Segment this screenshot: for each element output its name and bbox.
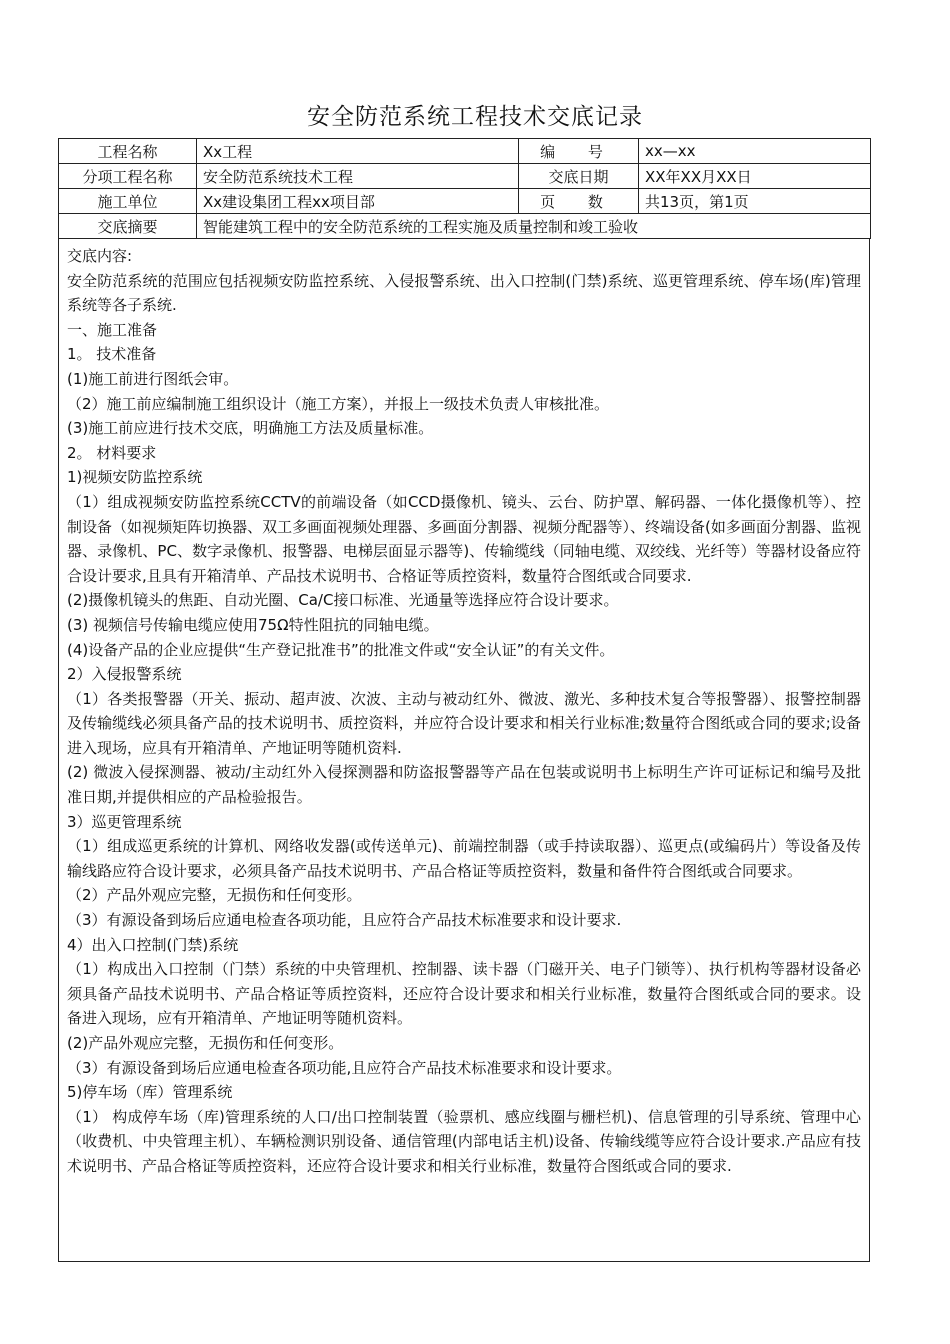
date-value: XX年XX月XX日 (639, 164, 871, 189)
content-paragraph: （1）构成出入口控制（门禁）系统的中央管理机、控制器、读卡器（门磁开关、电子门锁等）、执行机构等器材设备必须具备产品技术说明书、产品合格证等质控资料，还应符合设计要求和相关行业标准，数量符合图纸或合同的要求。设备进入现场，应有开箱清单、产地证明等随机资料。 (67, 960, 861, 1028)
number-value: xx—xx (639, 139, 871, 164)
summary-label: 交底摘要 (59, 214, 197, 239)
content-paragraph: （1）组成视频安防监控系统CCTV的前端设备（如CCD摄像机、镜头、云台、防护罩、解码器、一体化摄像机等）、控制设备（如视频矩阵切换器、双工多画面视频处理器、多画面分割器、视频分配器等）、终端设备(如多画面分割器、监视器、录像机、PC、数字录像机、报警器、电梯层面显示器等)、传输缆线（同轴电缆、双绞线、光纤等）等器材设备应符合设计要求,且具有开箱清单、产品技术说明书、合格证等质控资料，数量符合图纸或合同要求. (67, 492, 861, 585)
number-label: 编 号 (519, 139, 639, 164)
content-paragraph: (4)设备产品的企业应提供“生产登记批准书”的批准文件或“安全认证”的有关文件。 (67, 640, 615, 659)
subsection-heading: 5)停车场（库）管理系统 (67, 1083, 233, 1102)
content-paragraph: (2)产品外观应完整，无损伤和任何变形。 (67, 1034, 344, 1052)
subsection-heading: 4）出入口控制(门禁)系统 (67, 935, 239, 954)
header-row-project (59, 139, 871, 164)
sub-project-value: 安全防范系统技术工程 (197, 164, 519, 189)
sub-project-label: 分项工程名称 (59, 164, 197, 189)
content-paragraph: （2）施工前应编制施工组织设计（施工方案），并报上一级技术负责人审核批准。 (67, 394, 610, 413)
summary-value: 智能建筑工程中的安全防范系统的工程实施及质量控制和竣工验收 (197, 214, 871, 239)
pages-value: 共13页，第1页 (639, 189, 871, 214)
content-paragraph: （1）组成巡更系统的计算机、网络收发器(或传送单元)、前端控制器（或手持读取器）、巡更点(或编码片）等设备及传输线路应符合设计要求，必须具备产品技术说明书、产品合格证等质控资料，数量和备件符合图纸或合同要求。 (67, 837, 861, 880)
content-paragraph: （3）有源设备到场后应通电检查各项功能,且应符合产品技术标准要求和设计要求。 (67, 1058, 622, 1077)
content-body (58, 238, 870, 1262)
subsection-heading: 2）入侵报警系统 (67, 665, 182, 684)
content-paragraph: （1） 构成停车场（库)管理系统的人口/出口控制装置（验票机、感应线圈与栅栏机)、信息管理的引导系统、管理中心（收费机、中央管理主机）、车辆检测识别设备、通信管理(内部电话主机)设备、传输线缆等应符合设计要求.产品应有技术说明书、产品合格证等质控资料，还应符合设计要求和相关行业标准，数量符合图纸或合同的要求. (67, 1107, 861, 1175)
project-name-label: 工程名称 (59, 139, 197, 164)
content-paragraph: 安全防范系统的范围应包括视频安防监控系统、入侵报警系统、出入口控制(门禁)系统、巡更管理系统、停车场(库)管理系统等各子系统. (67, 271, 861, 315)
content-paragraph: (3) 视频信号传输电缆应使用75Ω特性阻抗的同轴电缆。 (67, 615, 439, 634)
content-paragraph: (2) 微波入侵探测器、被动/主动红外入侵探测器和防盗报警器等产品在包装或说明书上标明生产许可证标记和编号及批准日期,并提供相应的产品检验报告。 (67, 763, 861, 807)
pages-label: 页 数 (519, 189, 639, 214)
header-row-unit (59, 189, 871, 214)
unit-label: 施工单位 (59, 189, 197, 214)
content-paragraph: (1)施工前进行图纸会审。 (67, 369, 239, 388)
content-paragraph: (3)施工前应进行技术交底，明确施工方法及质量标准。 (67, 419, 434, 438)
content-heading: 交底内容: (67, 247, 133, 265)
content-paragraph: (2)摄像机镜头的焦距、自动光圈、Ca/C接口标准、光通量等选择应符合设计要求。 (67, 591, 619, 610)
subsection-heading: 2。 材料要求 (67, 443, 157, 462)
date-label: 交底日期 (519, 164, 639, 189)
content-paragraph: （1）各类报警器（开关、振动、超声波、次波、主动与被动红外、微波、激光、多种技术复合等报警器）、报警控制器及传输缆线必须具备产品的技术说明书、质控资料，并应符合设计要求和相关行业标准;数量符合图纸或合同的要求;设备进入现场，应具有开箱清单、产地证明等随机资料. (67, 689, 861, 757)
subsection-heading: 3）巡更管理系统 (67, 812, 182, 831)
content-paragraph: （2）产品外观应完整，无损伤和任何变形。 (67, 886, 362, 905)
document-title: 安全防范系统工程技术交底记录 (307, 104, 643, 130)
content-paragraph: （3）有源设备到场后应通电检查各项功能，且应符合产品技术标准要求和设计要求. (67, 911, 622, 930)
header-table (58, 138, 871, 239)
subsection-heading: 1)视频安防监控系统 (67, 468, 203, 487)
header-row-summary (59, 214, 871, 239)
header-row-subproject (59, 164, 871, 189)
section-heading: 一、施工准备 (67, 320, 158, 339)
project-name-value: Xx工程 (197, 139, 519, 164)
unit-value: Xx建设集团工程xx项目部 (197, 189, 519, 214)
subsection-heading: 1。 技术准备 (67, 345, 157, 364)
